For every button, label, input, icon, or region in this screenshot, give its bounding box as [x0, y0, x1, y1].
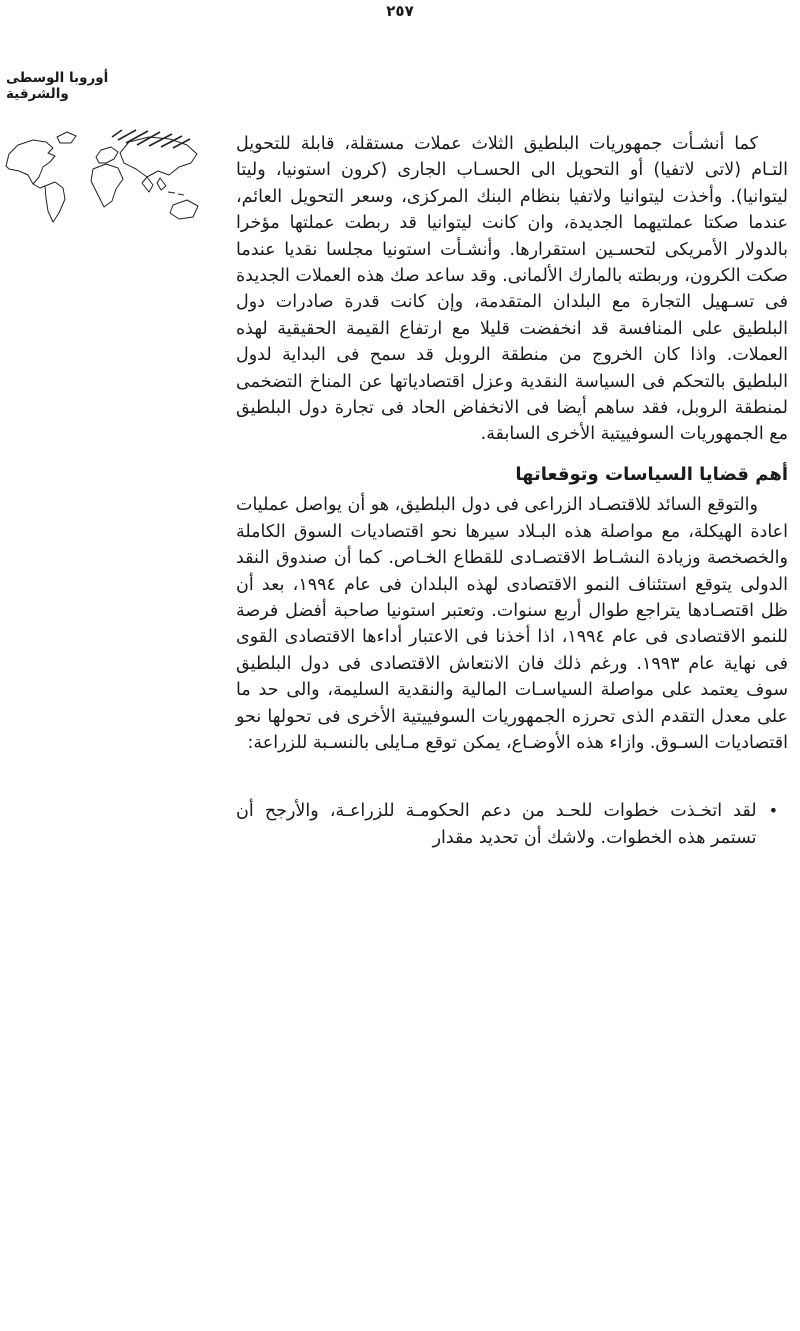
- section-heading: أهم قضايا السياسات وتوقعاتها: [515, 463, 788, 485]
- world-map-icon: [0, 126, 234, 236]
- bullet-text: لقد اتخـذت خطوات للحـد من دعم الحكومـة للزراعـة، والأرجح أن تستمر هذه الخطوات. ولاشك أن تحديد مقدار: [236, 801, 757, 848]
- list-item: [236, 798, 778, 851]
- page-number: ٢٥٧: [386, 2, 414, 20]
- bullet-icon: •: [768, 801, 778, 821]
- bullet-list: [236, 798, 788, 851]
- outlook-paragraph: والتوقع السائد للاقتصـاد الزراعى فى دول البلطيق، هو أن يواصل عمليات اعادة الهيكلة، مع مواصلة هذه البـلاد سيرها نحو اقتصاديات السوق الكاملة والخصخصة وزيادة النشـاط الاقتصـادى للقطاع الخـاص. كما أن صندوق النقد الدولى يتوقع استئناف النمو الاقتصادى لهذه البلدان فى عام ١٩٩٤، بعد أن ظل اقتصـادها يتراجع طوال أربع سنوات. وتعتبر استونيا صاحبة أفضل فرصة للنمو الاقتصادى فى عام ١٩٩٤، اذا أخذنا فى الاعتبار أداءها الاقتصادى القوى فى نهاية عام ١٩٩٣. ورغم ذلك فان الانتعاش الاقتصادى فى دول البلطيق سوف يعتمد على مواصلة السياسـات المالية والنقدية السليمة، والى حد ما على معدل التقدم الذى تحرزه الجمهوريات السوفييتية الأخرى فى تحولها نحو اقتصاديات السـوق. وازاء هذه الأوضـاع، يمكن توقع مـايلى بالنسـبة للزراعة:: [236, 495, 789, 753]
- article-body: [236, 131, 788, 851]
- intro-paragraph: كما أنشـأت جمهوريات البلطيق الثلاث عملات مستقلة، قابلة للتحويل التـام (لاتى لاتفيا) أو التحويل الى الحسـاب الجارى (كرون استونيا، وليتا ليتوانيا). وأخذت ليتوانيا ولاتفيا بنظام البنك المركزى، وسعر التحويل العائم، عندما صكتا عملتيهما الجديدة، وان كانت ليتوانيا قد ربطت عملتها مؤخرا بالدولار الأمريكى لتحسـين استقرارها. وأنشـأت استونيا مجلسا نقديا عندما صكت الكرون، وربطته بالمارك الألمانى. وقد ساعد صك هذه العملات الجديدة فى تسـهيل التجارة مع البلدان المتقدمة، وإن كانت قدرة صادرات دول البلطيق على المنافسة قد انخفضت قليلا مع ارتفاع القيمة الحقيقية لهذه العملات. واذا كان الخروج من منطقة الروبل قد سمح فى البداية لدول البلطيق بالتحكم فى السياسة النقدية وعزل اقتصادياتها عن المناخ التضخمى لمنطقة الروبل، فقد ساهم أيضا فى الانخفاض الحاد فى تجارة دول البلطيق مع الجمهوريات السوفييتية الأخرى السابقة.: [236, 134, 788, 445]
- region-label: أوروبا الوسطى والشرقية: [6, 70, 109, 102]
